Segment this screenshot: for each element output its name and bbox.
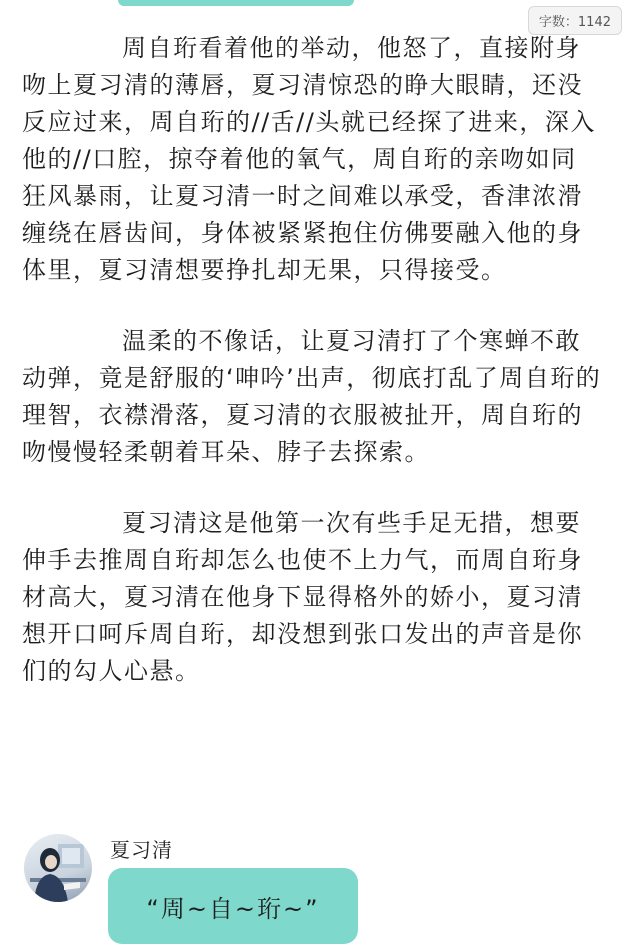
top-tab-strip xyxy=(118,0,354,6)
word-count-badge: 字数：1142 xyxy=(528,6,622,35)
story-text xyxy=(22,30,602,724)
avatar[interactable] xyxy=(24,834,92,902)
speaker-name: 夏习清 xyxy=(110,838,173,862)
paragraph-2: 温柔的不像话，让夏习清打了个寒蝉不敢动弹，竟是舒服的‘呻吟’出声，彻底打乱了周自珩的理智，衣襟滑落，夏习清的衣服被扯开，周自珩的吻慢慢轻柔朝着耳朵、脖子去探索。 xyxy=(22,327,602,466)
paragraph-1: 周自珩看着他的举动，他怒了，直接附身吻上夏习清的薄唇，夏习清惊恐的睁大眼睛，还没反应过来，周自珩的//舌//头就已经探了进来，深入他的//口腔，掠夺着他的氧气，周自珩的亲吻如同狂风暴雨，让夏习清一时之间难以承受，香津浓滑缠绕在唇齿间，身体被紧紧抱住仿佛要融入他的身体里，夏习清想要挣扎却无果，只得接受。 xyxy=(22,34,596,284)
paragraph-3: 夏习清这是他第一次有些手足无措，想要伸手去推周自珩却怎么也使不上力气，而周自珩身材高大，夏习清在他身下显得格外的娇小，夏习清想开口呵斥周自珩，却没想到张口发出的声音是你们的勾人心悬。 xyxy=(22,509,583,685)
speech-bubble: “周~自~珩~” xyxy=(108,868,358,944)
chat-message xyxy=(24,830,624,950)
avatar-portrait-icon xyxy=(24,834,92,902)
